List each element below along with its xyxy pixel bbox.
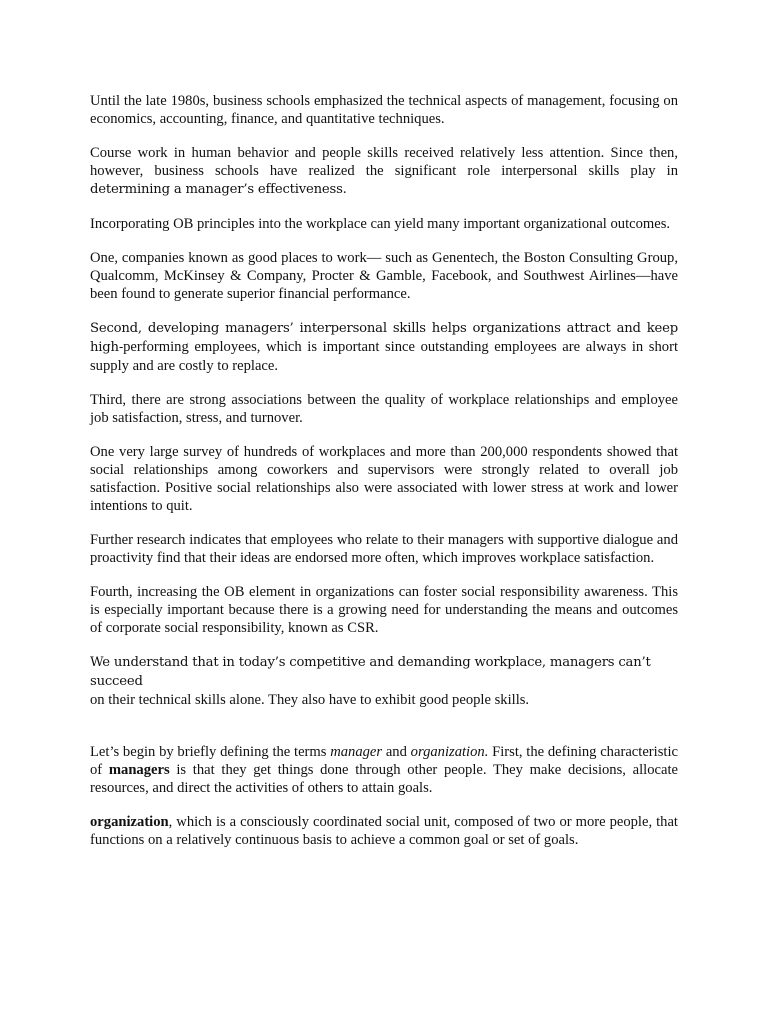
paragraph-ob-principles [90,215,678,233]
term-manager: manager [330,744,383,760]
term-organization: organization. [410,744,489,760]
paragraph-people-skills [90,653,678,709]
paragraph-text: , which is a consciously coordinated social unit, composed of two or more people, that functions on a relatively continuous basis to achieve a common goal or set of goals. [90,814,678,848]
paragraph-text: Incorporating OB principles into the workplace can yield many important organizational outcomes. [90,216,671,232]
paragraph-text: on their technical skills alone. They also have to exhibit good people skills. [90,692,530,708]
document-page [90,92,678,865]
paragraph-text: and [382,744,411,760]
paragraph-social-responsibility [90,583,678,637]
paragraph-text: One, companies known as good places to work— such as Genentech, the Boston Consulting Group, Qualcomm, McKinsey & Company, Procter & Gamble, Facebook, and Southwest Airlines—have been found to generate superior financial performance. [90,250,678,302]
paragraph-text: is that they get things done through other people. They make decisions, allocate resources, and direct the activities of others to attain goals. [90,762,678,796]
paragraph-business-schools-history [90,92,678,128]
paragraph-text-alt-font: We understand that in today’s competitive and demanding workplace, managers can’t succeed [90,655,651,689]
paragraph-text: Until the late 1980s, business schools emphasized the technical aspects of management, focusing on economics, accounting, finance, and quantitative techniques. [90,93,678,127]
paragraph-text: Fourth, increasing the OB element in organizations can foster social responsibility awareness. This is especially important because there is a growing need for understanding the means and outcomes of corporate social responsibility, known as CSR. [90,584,678,636]
paragraph-text: One very large survey of hundreds of workplaces and more than 200,000 respondents showed that social relationships among coworkers and supervisors were strongly related to overall job satisfaction. Positive social relationships also were associated with lower stress at work and lower intentions to quit. [90,444,678,514]
paragraph-workplace-relationships [90,391,678,427]
paragraph-text: Course work in human behavior and people skills received relatively less attention. Since then, however, business schools have realized the significant role interpersonal skills play in [90,145,678,179]
paragraph-text: performing employees, which is important since outstanding employees are always in short supply and are costly to replace. [90,339,678,374]
paragraph-interpersonal-skills [90,319,678,375]
paragraph-human-behavior [90,144,678,199]
paragraph-defining-managers [90,743,678,797]
bold-term-managers: managers [108,762,170,778]
paragraph-text: Further research indicates that employees who relate to their managers with supportive dialogue and proactivity find that their ideas are endorsed more often, which improves workplace satisfaction. [90,532,678,566]
paragraph-text: Let’s begin by briefly defining the terms [90,744,331,760]
paragraph-organization-definition [90,813,678,849]
paragraph-text-alt-font: Second, developing managers’ interpersonal skills helps organizations attract and keep high- [90,321,678,355]
paragraph-large-survey [90,443,678,515]
paragraph-text: First, the defining characteristic of [90,744,678,778]
bold-term-organization: organization [90,814,169,830]
paragraph-good-places-to-work [90,249,678,303]
paragraph-text: Third, there are strong associations between the quality of workplace relationships and employee job satisfaction, stress, and turnover. [90,392,678,426]
paragraph-text-alt-font: determining a manager’s effectiveness. [90,182,347,197]
paragraph-further-research [90,531,678,567]
